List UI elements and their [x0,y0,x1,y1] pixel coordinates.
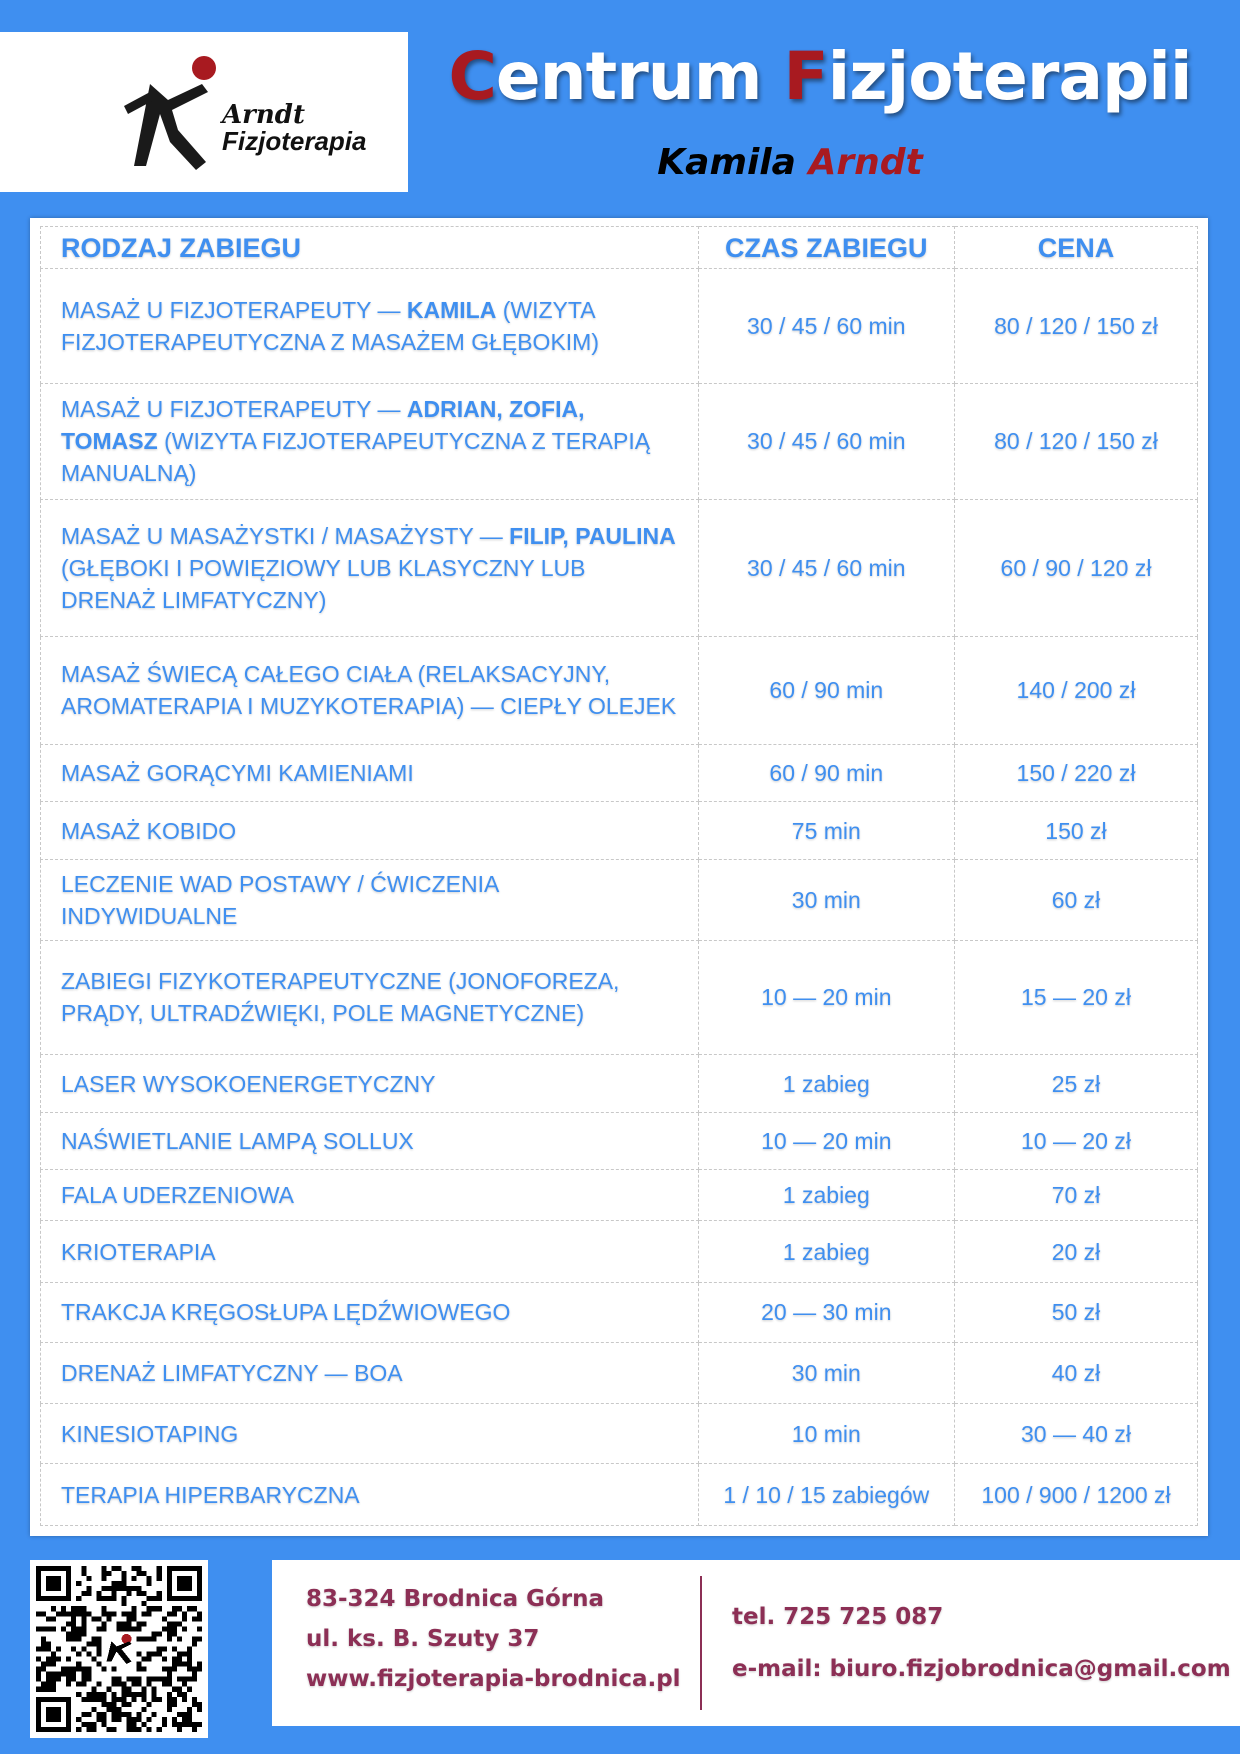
treatment-name-text: KINESIOTAPING [61,1420,239,1447]
treatment-name [41,636,699,744]
table-row [41,1221,1198,1283]
table-row [41,1112,1198,1169]
price-list-panel [30,218,1208,1536]
treatment-price: 150 / 220 zł [954,745,1197,802]
treatment-price: 80 / 120 / 150 zł [954,383,1197,499]
treatment-duration: 30 / 45 / 60 min [698,499,954,636]
treatment-duration: 1 zabieg [698,1170,954,1221]
treatment-price: 25 zł [954,1055,1197,1112]
therapist-names: KAMILA [406,296,497,323]
treatment-duration: 1 / 10 / 15 zabiegów [698,1464,954,1526]
treatment-name-text: TERAPIA HIPERBARYCZNA [61,1481,360,1508]
table-row [41,745,1198,802]
treatment-name-text: MASAŻ U FIZJOTERAPEUTY — [61,296,407,323]
table-row [41,1464,1198,1526]
qr-code-icon [36,1566,202,1732]
treatment-name-text: MASAŻ ŚWIECĄ CAŁEGO CIAŁA (RELAKSACYJNY, AROMATERAPIA I MUZYKOTERAPIA) — CIEPŁY OLEJEK [61,661,677,720]
table-row [41,1170,1198,1221]
table-row [41,269,1198,384]
treatment-name [41,383,699,499]
treatment-name [41,1342,699,1404]
treatment-price: 140 / 200 zł [954,636,1197,744]
treatment-name-detail: (WIZYTA FIZJOTERAPEUTYCZNA Z MASAŻEM GŁĘBOKIM) [61,296,599,355]
treatment-price: 60 / 90 / 120 zł [954,499,1197,636]
address-line-2: ul. ks. B. Szuty 37 [306,1626,540,1652]
treatment-duration: 1 zabieg [698,1221,954,1283]
treatment-price: 10 — 20 zł [954,1112,1197,1169]
table-row [41,1342,1198,1404]
treatment-duration: 10 — 20 min [698,940,954,1055]
treatment-name-text: FALA UDERZENIOWA [61,1182,295,1209]
price-table [40,226,1198,1526]
treatment-name [41,1170,699,1221]
owner-name [430,142,1150,183]
treatment-name-text: TRAKCJA KRĘGOSŁUPA LĘDŹWIOWEGO [61,1299,511,1326]
treatment-duration: 10 min [698,1404,954,1464]
table-row [41,636,1198,744]
treatment-name-text: ZABIEGI FIZYKOTERAPEUTYCZNE (JONOFOREZA, PRĄDY, ULTRADŹWIĘKI, POLE MAGNETYCZNE) [61,968,620,1027]
header-duration: CZAS ZABIEGU [698,227,954,269]
table-row [41,1055,1198,1112]
treatment-name-detail: (GŁĘBOKI I POWIĘZIOWY LUB KLASYCZNY LUB DRENAŻ LIMFATYCZNY) [61,554,586,613]
table-row [41,383,1198,499]
treatment-name [41,1282,699,1342]
treatment-duration: 30 min [698,1342,954,1404]
phone-number[interactable]: tel. 725 725 087 [732,1604,944,1630]
treatment-price: 15 — 20 zł [954,940,1197,1055]
owner-last-name: Arndt [808,142,923,183]
treatment-name-text: KRIOTERAPIA [61,1238,216,1265]
treatment-name [41,859,699,940]
logo-subtitle-text: Fizjoterapia [222,126,367,156]
treatment-name [41,802,699,859]
header-price: CENA [954,227,1197,269]
treatment-name-text: LASER WYSOKOENERGETYCZNY [61,1070,436,1097]
treatment-name-text: NAŚWIETLANIE LAMPĄ SOLLUX [61,1128,414,1155]
treatment-name-text: MASAŻ U FIZJOTERAPEUTY — [61,396,407,423]
treatment-name [41,1112,699,1169]
treatment-name [41,1221,699,1283]
title-word-entrum: entrum [495,38,784,115]
page-title [430,38,1210,115]
treatment-duration: 60 / 90 min [698,636,954,744]
treatment-price: 150 zł [954,802,1197,859]
table-row [41,802,1198,859]
treatment-name-detail: (WIZYTA FIZJOTERAPEUTYCZNA Z TERAPIĄ MANUALNĄ) [61,428,651,487]
treatment-name [41,1404,699,1464]
owner-first-name: Kamila [657,142,796,183]
treatment-name-text: MASAŻ KOBIDO [61,817,237,844]
treatment-name-text: MASAŻ U MASAŻYSTKI / MASAŻYSTY — [61,522,510,549]
treatment-duration: 10 — 20 min [698,1112,954,1169]
address-line-1: 83-324 Brodnica Górna [306,1586,605,1612]
table-row [41,1282,1198,1342]
treatment-duration: 75 min [698,802,954,859]
email-link[interactable]: e-mail: biuro.fizjobrodnica@gmail.com [732,1656,1231,1682]
treatment-price: 20 zł [954,1221,1197,1283]
treatment-duration: 1 zabieg [698,1055,954,1112]
table-row [41,499,1198,636]
therapist-names: FILIP, PAULINA [509,522,676,549]
header-treatment: RODZAJ ZABIEGU [41,227,699,269]
treatment-duration: 20 — 30 min [698,1282,954,1342]
website-link[interactable]: www.fizjoterapia-brodnica.pl [306,1666,681,1692]
treatment-name [41,499,699,636]
treatment-price: 40 zł [954,1342,1197,1404]
treatment-duration: 60 / 90 min [698,745,954,802]
title-letter-f: F [783,38,828,115]
treatment-price: 100 / 900 / 1200 zł [954,1464,1197,1526]
treatment-duration: 30 min [698,859,954,940]
therapist-names: ADRIAN, ZOFIA, TOMASZ [61,396,585,455]
treatment-name [41,745,699,802]
treatment-price: 60 zł [954,859,1197,940]
treatment-name [41,940,699,1055]
treatment-price: 70 zł [954,1170,1197,1221]
treatment-name-text: DRENAŻ LIMFATYCZNY — BOA [61,1359,403,1386]
logo-brand-text: Arndt [222,100,305,130]
treatment-name-text: LECZENIE WAD POSTAWY / ĆWICZENIA INDYWIDUALNE [61,870,499,929]
treatment-duration: 30 / 45 / 60 min [698,383,954,499]
contact-box [272,1560,1240,1726]
table-row [41,940,1198,1055]
title-letter-c: C [448,38,496,115]
logo-figure-icon [120,44,230,174]
treatment-duration: 30 / 45 / 60 min [698,269,954,384]
logo-box [0,32,408,192]
treatment-name [41,1464,699,1526]
qr-code [30,1560,208,1738]
table-header-row [41,227,1198,269]
treatment-price: 30 — 40 zł [954,1404,1197,1464]
treatment-name [41,1055,699,1112]
treatment-name-text: MASAŻ GORĄCYMI KAMIENIAMI [61,760,414,787]
treatment-price: 50 zł [954,1282,1197,1342]
table-row [41,859,1198,940]
table-row [41,1404,1198,1464]
contact-divider [700,1576,702,1710]
treatment-name [41,269,699,384]
treatment-price: 80 / 120 / 150 zł [954,269,1197,384]
title-word-izjoterapii: izjoterapii [827,38,1192,115]
